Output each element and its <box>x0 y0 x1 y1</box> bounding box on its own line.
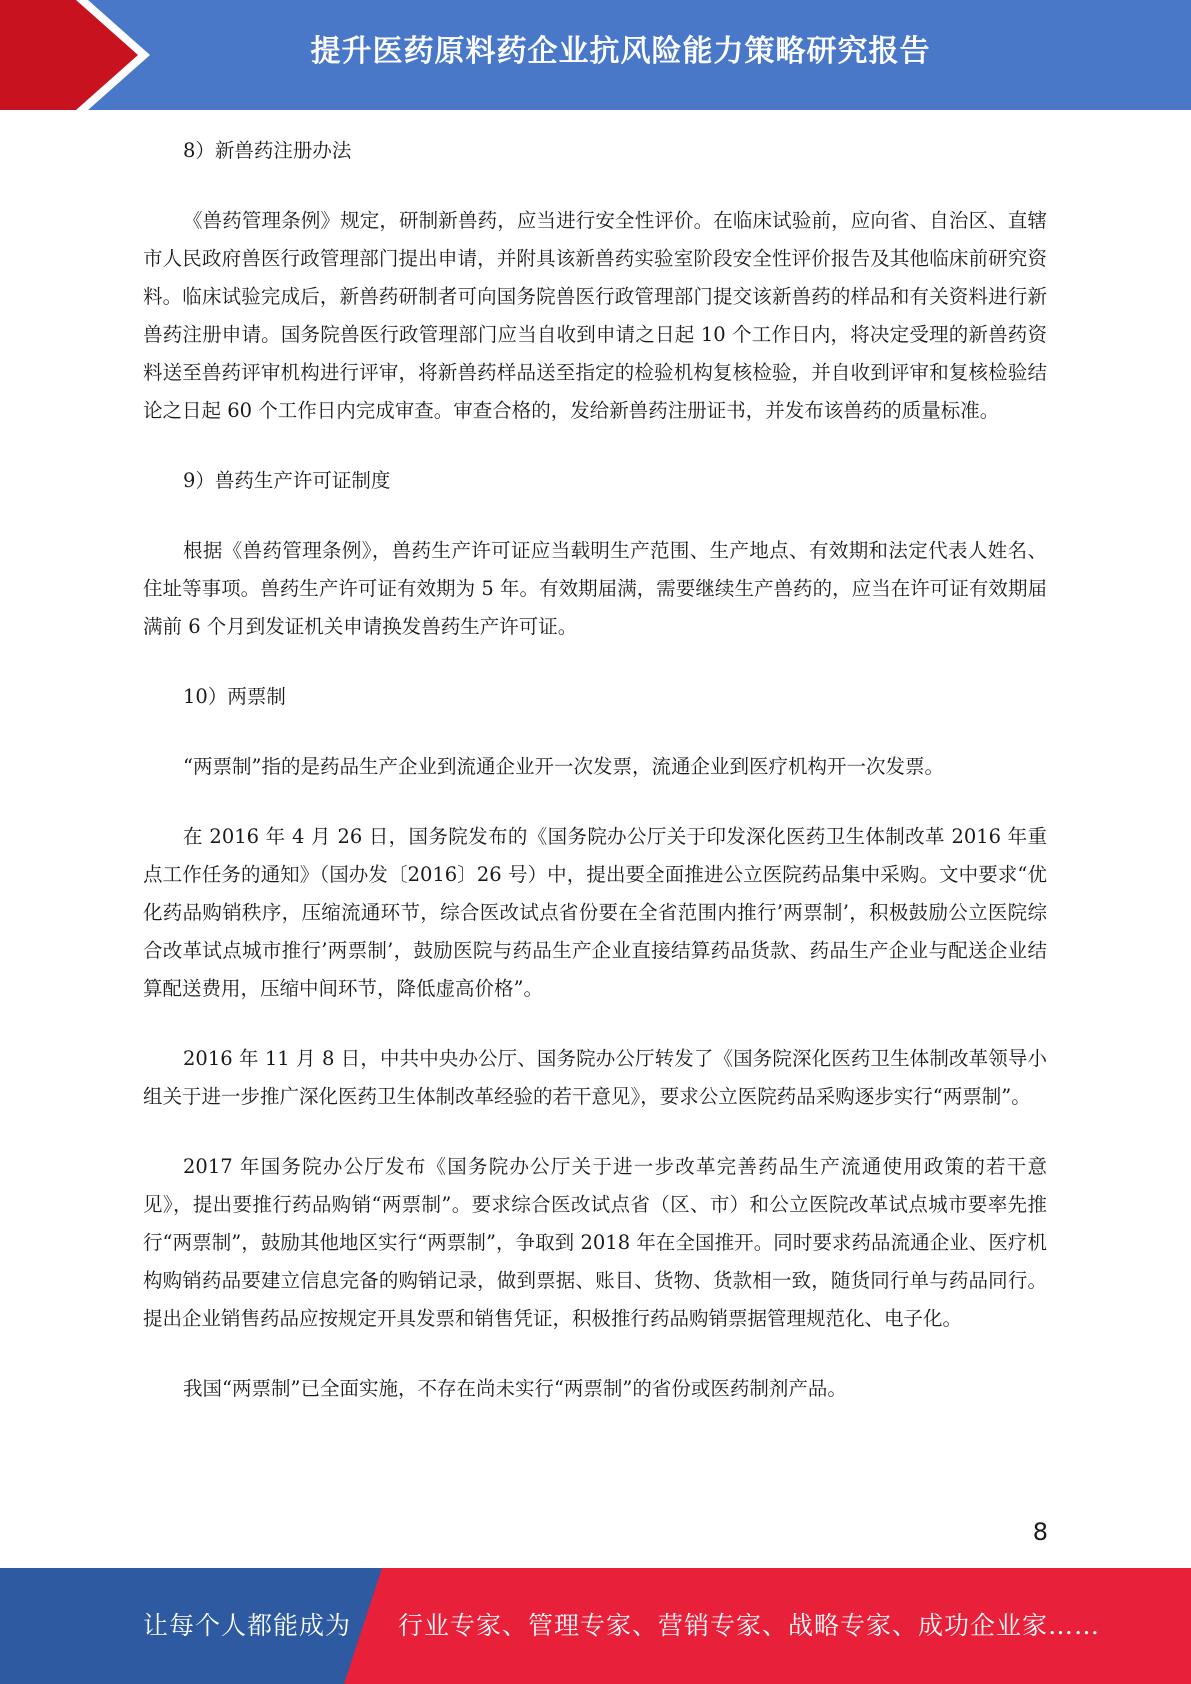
section-heading-10: 10）两票制 <box>183 685 286 708</box>
paragraph-10b: 在 2016 年 4 月 26 日，国务院发布的《国务院办公厅关于印发深化医药卫生体制改革 2016 年重点工作任务的通知》（国办发〔2016〕26 号）中，提出要全面推进公立医院药品集中采购。文中要求“优化药品购销秩序，压缩流通环节，综合医改试点省份要在全省范围内推行’两票制’，积极鼓励公立医院综合改革试点城市推行’两票制’，鼓励医院与药品生产企业直接结算药品货款、药品生产企业与配送企业结算配送费用，压缩中间环节，降低虚高价格”。 <box>143 825 1047 1000</box>
paragraph-10c: 2016 年 11 月 8 日，中共中央办公厅、国务院办公厅转发了《国务院深化医药卫生体制改革领导小组关于进一步推广深化医药卫生体制改革经验的若干意见》，要求公立医院药品采购逐步实行“两票制”。 <box>143 1047 1047 1108</box>
page-number: 8 <box>1032 1518 1048 1546</box>
paragraph-8: 《兽药管理条例》规定，研制新兽药，应当进行安全性评价。在临床试验前，应向省、自治区、直辖市人民政府兽医行政管理部门提出申请，并附具该新兽药实验室阶段安全性评价报告及其他临床前研究资料。临床试验完成后，新兽药研制者可向国务院兽医行政管理部门提交该新兽药的样品和有关资料进行新兽药注册申请。国务院兽医行政管理部门应当自收到申请之日起 10 个工作日内，将决定受理的新兽药资料送至兽药评审机构进行评审，将新兽药样品送至指定的检验机构复核检验，并自收到评审和复核检验结论之日起 60 个工作日内完成审查。审查合格的，发给新兽药注册证书，并发布该兽药的质量标准。 <box>143 209 1047 422</box>
paragraph-10d: 2017 年国务院办公厅发布《国务院办公厅关于进一步改革完善药品生产流通使用政策的若干意见》，提出要推行药品购销“两票制”。要求综合医改试点省（区、市）和公立医院改革试点城市要率先推行“两票制”，鼓励其他地区实行“两票制”，争取到 2018 年在全国推开。同时要求药品流通企业、医疗机构购销药品要建立信息完备的购销记录，做到票据、账目、货物、货款相一致，随货同行单与药品同行。提出企业销售药品应按规定开具发票和销售凭证，积极推行药品购销票据管理规范化、电子化。 <box>143 1155 1047 1330</box>
footer-slogan-left: 让每个人都能成为 <box>143 1611 352 1640</box>
page-footer <box>0 1568 1191 1684</box>
paragraph-9: 根据《兽药管理条例》，兽药生产许可证应当载明生产范围、生产地点、有效期和法定代表人姓名、住址等事项。兽药生产许可证有效期为 5 年。有效期届满，需要继续生产兽药的，应当在许可证有效期届满前 6 个月到发证机关申请换发兽药生产许可证。 <box>143 539 1047 638</box>
page-header <box>0 0 1191 110</box>
section-heading-9: 9）兽药生产许可证制度 <box>183 469 391 492</box>
paragraph-10e: 我国“两票制”已全面实施，不存在尚未实行“两票制”的省份或医药制剂产品。 <box>183 1377 847 1400</box>
section-heading-8: 8）新兽药注册办法 <box>183 139 352 162</box>
header-title: 提升医药原料药企业抗风险能力策略研究报告 <box>310 34 931 69</box>
footer-slogan-right: 行业专家、管理专家、营销专家、战略专家、成功企业家…… <box>398 1611 1101 1640</box>
document-body <box>143 132 1047 1408</box>
paragraph-10a: “两票制”指的是药品生产企业到流通企业开一次发票，流通企业到医疗机构开一次发票。 <box>183 755 944 778</box>
